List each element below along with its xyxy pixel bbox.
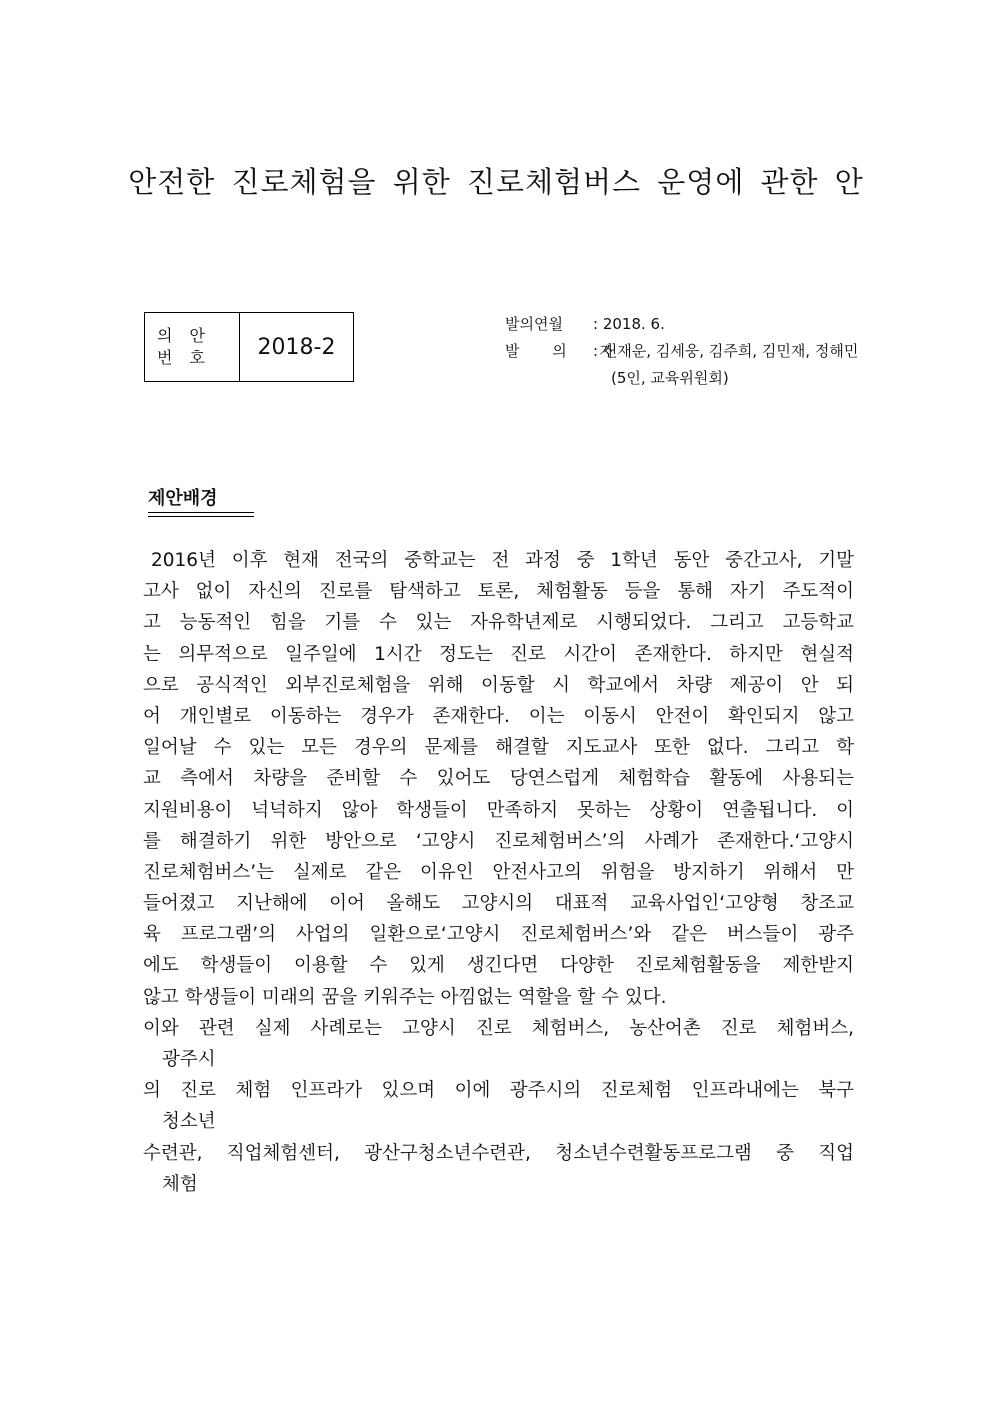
- body-line: 2016년 이후 현재 전국의 중학교는 전 과정 중 1학년 동안 중간고사, 기말: [151, 550, 854, 571]
- body-line: 는 의무적으로 일주일에 1시간 정도는 진로 시간이 존재한다. 하지만 현실적: [143, 643, 854, 665]
- examples-line: 수련관, 직업체험센터, 광산구청소년수련관, 청소년수련활동프로그램 중 직업: [143, 1142, 854, 1164]
- proposal-date-label: 발의연월: [505, 315, 563, 333]
- body-line: 어 개인별로 이동하는 경우가 존재한다. 이는 이동시 안전이 확인되지 않고: [143, 705, 854, 727]
- proposal-background-text: [143, 545, 854, 1200]
- proposer-row: [505, 338, 858, 365]
- proposer-names: : 신재운, 김세웅, 김주희, 김민재, 정해민: [593, 342, 859, 360]
- section-heading-underline: [148, 512, 254, 517]
- proposer-note: (5인, 교육위원회): [611, 369, 729, 387]
- examples-line-wrap: 체험: [162, 1173, 198, 1195]
- bill-label-line1: 의 안: [157, 326, 211, 345]
- body-line: 교 측에서 차량을 준비할 수 있어도 당연스럽게 체험학습 활동에 사용되는: [143, 768, 854, 790]
- body-line: 들어졌고 지난해에 이어 올해도 고양시의 대표적 교육사업인‘고양형 창조교: [143, 893, 854, 915]
- body-line: 고사 없이 자신의 진로를 탐색하고 토론, 체험활동 등을 통해 자기 주도적이: [143, 581, 854, 603]
- body-line: 를 해결하기 위한 방안으로 ‘고양시 진로체험버스’의 사례가 존재한다.‘고양시: [143, 830, 854, 852]
- bill-number-label: [145, 313, 240, 381]
- body-line: 고 능동적인 힘을 기를 수 있는 자유학년제로 시행되었다. 그리고 고등학교: [143, 612, 854, 634]
- examples-line-wrap: 광주시: [162, 1049, 216, 1070]
- proposal-date-value: : 2018. 6.: [593, 315, 665, 333]
- proposal-date-row: [505, 311, 858, 338]
- examples-line: 의 진로 체험 인프라가 있으며 이에 광주시의 진로체험 인프라내에는 북구: [143, 1080, 854, 1102]
- proposer-label: 발 의 자: [505, 342, 629, 360]
- bill-number-box: [144, 312, 354, 382]
- section-heading: 제안배경: [148, 488, 218, 509]
- examples-line-wrap: 청소년: [162, 1111, 216, 1133]
- body-line: 진로체험버스’는 실제로 같은 이유인 안전사고의 위험을 방지하기 위해서 만: [143, 861, 854, 883]
- body-line: 지원비용이 넉넉하지 않아 학생들이 만족하지 못하는 상황이 연출됩니다. 이: [143, 799, 854, 821]
- body-line: 일어날 수 있는 모든 경우의 문제를 해결할 지도교사 또한 없다. 그리고 학: [143, 737, 854, 759]
- examples-line: 이와 관련 실제 사례로는 고양시 진로 체험버스, 농산어촌 진로 체험버스,: [143, 1017, 854, 1039]
- proposal-meta: [505, 311, 858, 392]
- body-line: 에도 학생들이 이용할 수 있게 생긴다면 다양한 진로체험활동을 제한받지: [143, 955, 854, 977]
- document-title: 안전한 진로체험을 위한 진로체험버스 운영에 관한 안: [128, 165, 864, 199]
- bill-number-value: 2018-2: [257, 334, 336, 360]
- body-line: 으로 공식적인 외부진로체험을 위해 이동할 시 학교에서 차량 제공이 안 되: [143, 674, 854, 696]
- body-line: 않고 학생들이 미래의 꿈을 키워주는 아낌없는 역할을 할 수 있다.: [143, 986, 667, 1008]
- body-line: 육 프로그램’의 사업의 일환으로‘고양시 진로체험버스’와 같은 버스들이 광주: [143, 924, 854, 946]
- bill-label-line2: 번 호: [157, 348, 211, 367]
